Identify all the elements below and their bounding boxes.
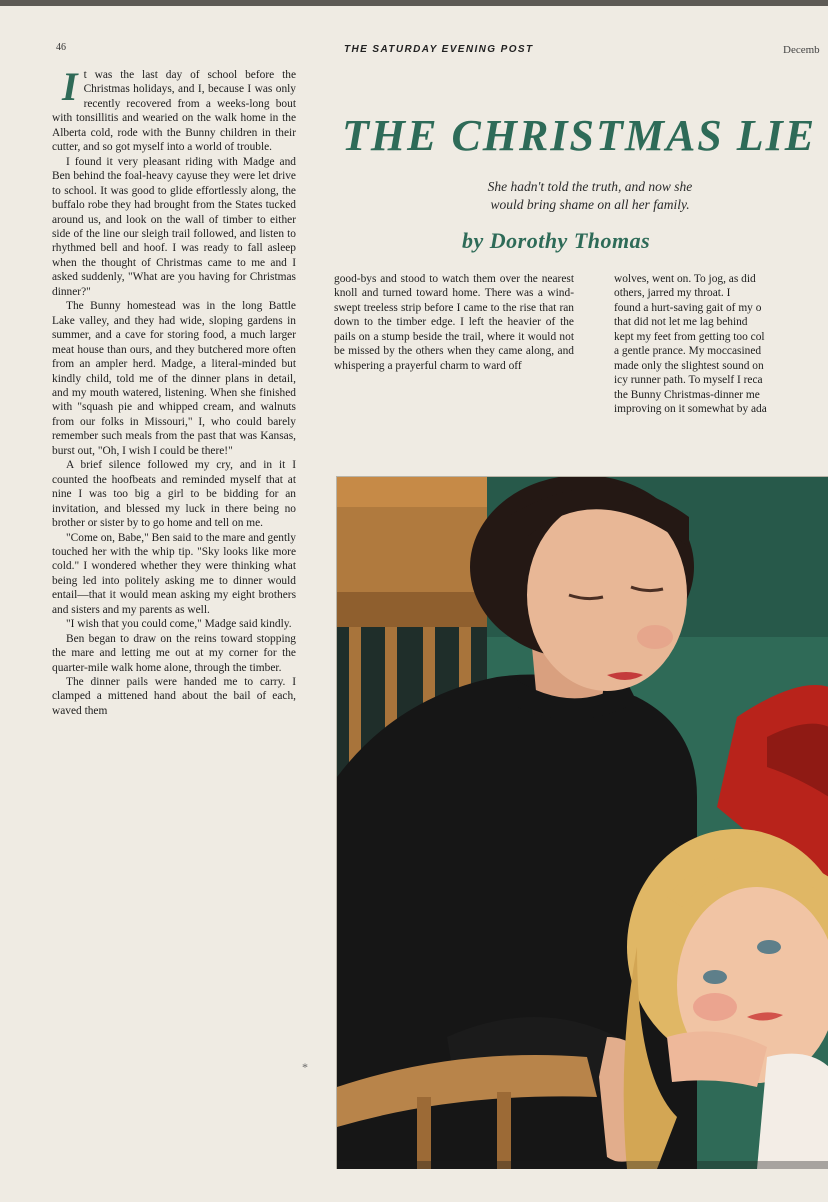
byline: by Dorothy Thomas: [462, 228, 651, 253]
paragraph: The dinner pails were handed me to carry. I clamped a mittened hand about the bail of each, waved them: [52, 676, 296, 717]
column-line: the Bunny Christmas-dinner me: [614, 388, 760, 401]
illustration-painting: [337, 477, 828, 1169]
chair-leg: [497, 1092, 511, 1169]
paragraph: "Come on, Babe," Ben said to the mare and gently touched her with the whip tip. "Sky looks like more cold." I wondered whether they were thinking what being led into politely asking me to dinner would entail—that it would mean asking my eight brothers and sisters and my parents as well.: [52, 531, 296, 616]
girl-eye: [757, 940, 781, 954]
paragraph: Ben began to draw on the reins toward stopping the mare and letting me out at my corner for the quarter-mile walk home alone, through the timber.: [52, 632, 296, 674]
drop-cap: I: [62, 64, 78, 109]
paragraph-text: t was the last day of school before the Christmas holidays, and I, because I was only recently recovered from a weeks-long bout with tonsillitis and wearied on the walk home in the Alberta cold, rode with the Bunny children in their cutter, and so got myself into a world of trouble.: [52, 69, 296, 154]
column-line: icy runner path. To myself I reca: [614, 374, 763, 387]
paragraph: The Bunny homestead was in the long Battle Lake valley, and they had wide, sloping gardens in summer, and a cave for storing food, a much larger meat house than ours, and they butchered more often from an ampler herd. Madge, a literal-minded but kindly child, told me of the dinner plans in detail, and my mouth watered, listening. When she finished with "squash pie and whipped cream, and walnuts from our folks in Missouri," I, who could barely remember such meals from the past that was Kansas, burst out, "Oh, I wish I could be there!": [52, 300, 296, 457]
woman-cheek: [637, 625, 673, 649]
story-illustration: [336, 476, 828, 1169]
paragraph-first: [52, 64, 296, 155]
paragraph: I found it very pleasant riding with Madge and Ben behind the foal-heavy cayuse they were let drive to school. It was good to glide effortlessly along, the buffalo robe they had brought from the States tucked around us, and look on the wall of timber to either side of the line our sleigh trail followed, and listen to rhythmed bell and hoof. I was ready to fall asleep when the thought of Christmas came to me and I asked suddenly, "What are you having for Christmas dinner?": [52, 155, 296, 298]
column-line: others, jarred my throat. I: [614, 287, 731, 300]
chair-top-rail: [337, 477, 487, 507]
painting-bottom-edge: [337, 1161, 828, 1169]
publication-name: THE SATURDAY EVENING POST: [344, 44, 534, 55]
paragraph: good-bys and stood to watch them over the nearest knoll and turned toward home. There was a wind-swept treeless strip before I came to the rise that ran down to the timber edge. I left the heavier of the pails on a stump beside the trail, where it would not be missed by the others when they came along, and whispering a prayerful charm to ward off: [334, 273, 574, 372]
article-column-middle: [334, 272, 574, 373]
girl-collar: [757, 1054, 828, 1169]
page-number: 46: [56, 42, 66, 53]
article-column-left: [52, 64, 296, 718]
article-title: THE CHRISTMAS LIE: [342, 111, 817, 160]
girl-eye: [703, 970, 727, 984]
paragraph: A brief silence followed my cry, and in it I counted the hoofbeats and reminded myself that at nine I was too big a girl to be bidding for an invitation, and blessed my luck in there being no brother or sister by to go home and tell on me.: [52, 459, 296, 530]
column-line: a gentle prance. My moccasined: [614, 345, 762, 358]
column-line: kept my feet from getting too col: [614, 330, 765, 343]
column-line: wolves, went on. To jog, as did: [614, 273, 756, 285]
dek-line: She hadn't told the truth, and now she: [487, 179, 693, 194]
article-column-right: [614, 272, 828, 417]
column-line: made only the slightest sound on: [614, 359, 764, 372]
paragraph: "I wish that you could come," Madge said kindly.: [66, 618, 292, 631]
page-top-edge: [0, 0, 828, 6]
column-line: improving on it somewhat by ada: [614, 403, 767, 416]
girl-cheek: [693, 993, 737, 1021]
dek-line: would bring shame on all her family.: [490, 197, 690, 212]
issue-date: Decemb: [783, 44, 820, 56]
column-line: that did not let me lag behind: [614, 316, 748, 329]
chair-crossbar: [337, 592, 487, 632]
registration-mark: *: [302, 1060, 308, 1074]
chair-leg: [417, 1097, 431, 1169]
article-dek: [430, 178, 750, 214]
column-line: found a hurt-saving gait of my o: [614, 301, 762, 314]
